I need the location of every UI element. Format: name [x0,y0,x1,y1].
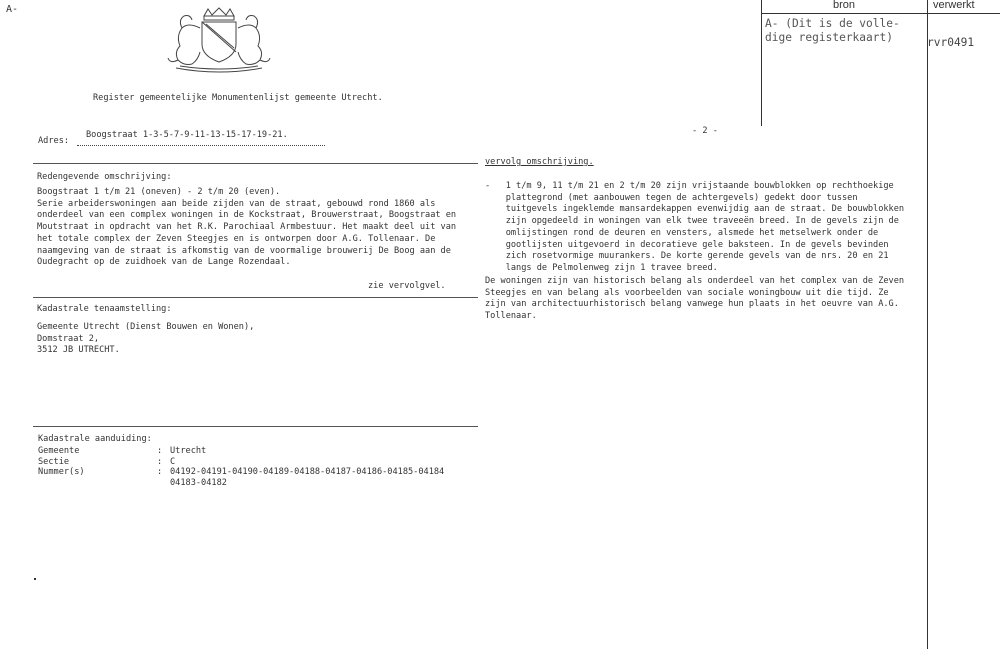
sectie-value: C [170,457,176,467]
reason-line: naamgeving van de straat is afkomstig van de voormalige brouwerij De Boog aan de [37,245,451,256]
continuation-line: langs de Pelmolenweg zijn 1 travee breed. [485,262,718,273]
address-label: Adres: [38,136,70,146]
value-paragraph [485,276,904,323]
owner-line: 3512 JB UTRECHT. [37,345,120,356]
continuation-paragraph [485,181,904,275]
owner-line: Gemeente Utrecht (Dienst Bouwen en Wonen), [37,322,255,332]
reason-line: onderdeel van een complex woningen in de Kockstraat, Brouwerstraat, Boogstraat en [37,210,457,221]
continuation-line: - 1 t/m 9, 11 t/m 21 en 2 t/m 20 zijn vrijstaande bouwblokken op rechthoekige [485,181,894,191]
continuation-line: omlijstingen rond de deuren en vensters, alsmede het metselwerk onder de [485,227,879,238]
see-continuation-note: zie vervolgvel. [368,281,446,291]
nummers-colon: : [157,467,163,477]
gemeente-colon: : [157,446,163,456]
reason-paragraph [37,187,456,269]
page-number: - 2 - [692,126,718,136]
cadastral-owner-heading: Kadastrale tenaamstelling: [37,304,172,314]
value-line: Tollenaar. [485,311,537,322]
coat-of-arms-emblem [162,6,276,74]
continuation-line: plattegrond (met aanbouwen tegen de achtergevels) gedekt door tussen [485,192,858,203]
value-line: De woningen zijn van historisch belang als onderdeel van het complex van de Zeven [485,276,905,286]
owner-address [37,322,254,357]
gemeente-label: Gemeente [38,446,80,456]
reason-line: Boogstraat 1 t/m 21 (oneven) - 2 t/m 20 (even). [37,187,281,197]
nummers-label: Nummer(s) [38,467,85,477]
continuation-line: gootlijsten uitgevoerd in decoratieve gele baksteen. In de gevels bevinden [485,239,889,250]
value-line: Steegjes en van belang als voorbeelden van sociale woningbouw uit die tijd. Ze [485,287,889,298]
stray-dot [34,578,36,580]
reason-line: Serie arbeiderswoningen aan beide zijden van de straat, gebouwd rond 1860 als [37,198,436,209]
register-title: Register gemeentelijke Monumentenlijst gemeente Utrecht. [93,93,383,103]
reason-line: Moutstraat in opdracht van het R.K. Parochiaal Armbestuur. Het maakt deel uit van [37,222,457,233]
nummers-value-line-1: 04192-04191-04190-04189-04188-04187-04186-04185-04184 [170,467,445,477]
nummers-value-line-2: 04183-04182 [170,478,227,488]
processed-value: rvr0491 [927,36,975,49]
continuation-line: tuitgevels ingeklemde mansardekappen evenwijdig aan de straat. De bouwblokken [485,204,905,215]
continuation-line: zijn opgedeeld in woningen van elk twee traveeën breed. In de gevels zijn de [485,216,899,227]
sectie-colon: : [157,457,163,467]
owner-line: Domstraat 2, [37,333,100,344]
cadastral-heading: Kadastrale aanduiding: [38,434,152,444]
continuation-heading: vervolg omschrijving. [485,157,594,167]
continuation-line: zich rosetvormige muurankers. De korte gerende gevels van de nrs. 20 en 21 [485,251,889,262]
source-processed-table [761,0,1000,126]
sectie-label: Sectie [38,457,70,467]
gemeente-value: Utrecht [170,446,207,456]
reason-line: Oudegracht op de zuidhoek van de Lange Rozendaal. [37,257,291,268]
reason-line: het totale complex der Zeven Steegjes en is ontworpen door A.G. Tollenaar. De [37,233,436,244]
address-value: Boogstraat 1-3-5-7-9-11-13-15-17-19-21. [86,130,288,140]
corner-mark: A- [6,4,19,15]
value-line: zijn van architectuurhistorisch belang vanwege hun plaats in het oeuvre van A.G. [485,299,899,310]
reason-heading: Redengevende omschrijving: [37,172,172,182]
source-line-2: dige registerkaart) [765,31,893,44]
coat-of-arms-icon [162,6,276,74]
source-line-1: A- (Dit is de volle- [765,17,900,30]
processed-header: verwerkt [933,0,975,11]
source-header: bron [833,0,856,11]
